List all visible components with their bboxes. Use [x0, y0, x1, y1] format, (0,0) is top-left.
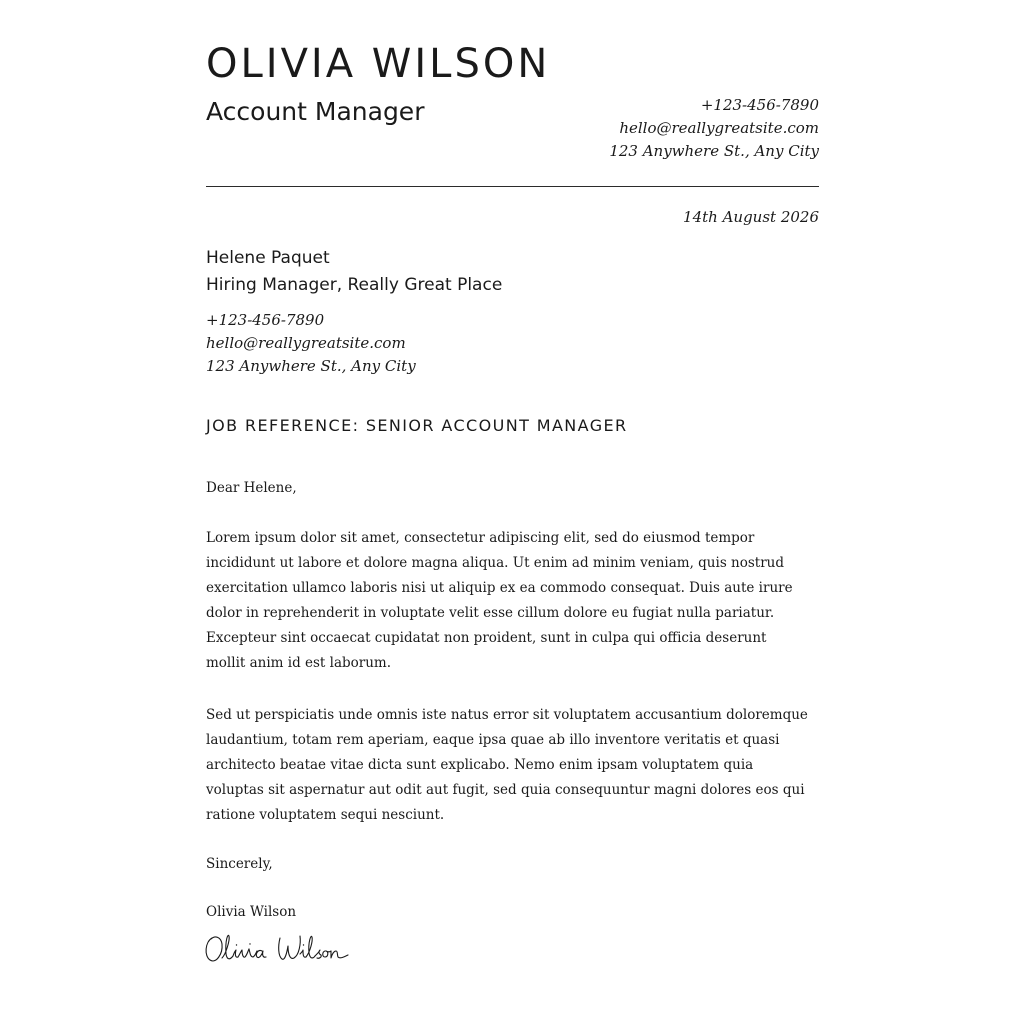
sender-phone: +123-456-7890 [700, 96, 819, 114]
recipient-address: 123 Anywhere St., Any City [206, 357, 416, 375]
sender-job-title: Account Manager [206, 97, 425, 126]
closing: Sincerely, [206, 856, 273, 872]
body-paragraph-2 [206, 703, 822, 828]
paragraph-line: exercitation ullamco laboris nisi ut aliquip ex ea commodo consequat. Duis aute irure [206, 580, 793, 596]
sender-name: OLIVIA WILSON [206, 41, 551, 87]
sender-contact-block [609, 94, 819, 163]
recipient-email: hello@reallygreatsite.com [206, 334, 406, 352]
paragraph-line: voluptas sit aspernatur aut odit aut fugit, sed quia consequuntur magni dolores eos qui [206, 782, 805, 798]
recipient-position: Hiring Manager, Really Great Place [206, 275, 503, 295]
body-paragraph-1 [206, 526, 822, 676]
salutation: Dear Helene, [206, 480, 297, 496]
recipient-contact-block [206, 309, 416, 378]
job-reference: JOB REFERENCE: SENIOR ACCOUNT MANAGER [206, 416, 628, 435]
paragraph-line: Lorem ipsum dolor sit amet, consectetur adipiscing elit, sed do eiusmod tempor [206, 530, 755, 546]
letter-date: 14th August 2026 [683, 208, 819, 226]
paragraph-line: dolor in reprehenderit in voluptate velit esse cillum dolore eu fugiat nulla pariatur. [206, 605, 775, 621]
paragraph-line: mollit anim id est laborum. [206, 655, 392, 671]
header-divider [206, 186, 819, 187]
recipient-block [206, 245, 502, 299]
signoff-name: Olivia Wilson [206, 904, 297, 920]
paragraph-line: architecto beatae vitae dicta sunt explicabo. Nemo enim ipsam voluptatem quia [206, 757, 754, 773]
handwritten-signature [202, 924, 362, 972]
sender-address: 123 Anywhere St., Any City [609, 142, 819, 160]
paragraph-line: laudantium, totam rem aperiam, eaque ipsa quae ab illo inventore veritatis et quasi [206, 732, 780, 748]
recipient-phone: +123-456-7890 [206, 311, 325, 329]
paragraph-line: ratione voluptatem sequi nesciunt. [206, 807, 445, 823]
paragraph-line: incididunt ut labore et dolore magna aliqua. Ut enim ad minim veniam, quis nostrud [206, 555, 785, 571]
recipient-name: Helene Paquet [206, 248, 330, 268]
paragraph-line: Excepteur sint occaecat cupidatat non proident, sunt in culpa qui officia deserunt [206, 630, 767, 646]
sender-email: hello@reallygreatsite.com [619, 119, 819, 137]
paragraph-line: Sed ut perspiciatis unde omnis iste natus error sit voluptatem accusantium doloremque [206, 707, 808, 723]
